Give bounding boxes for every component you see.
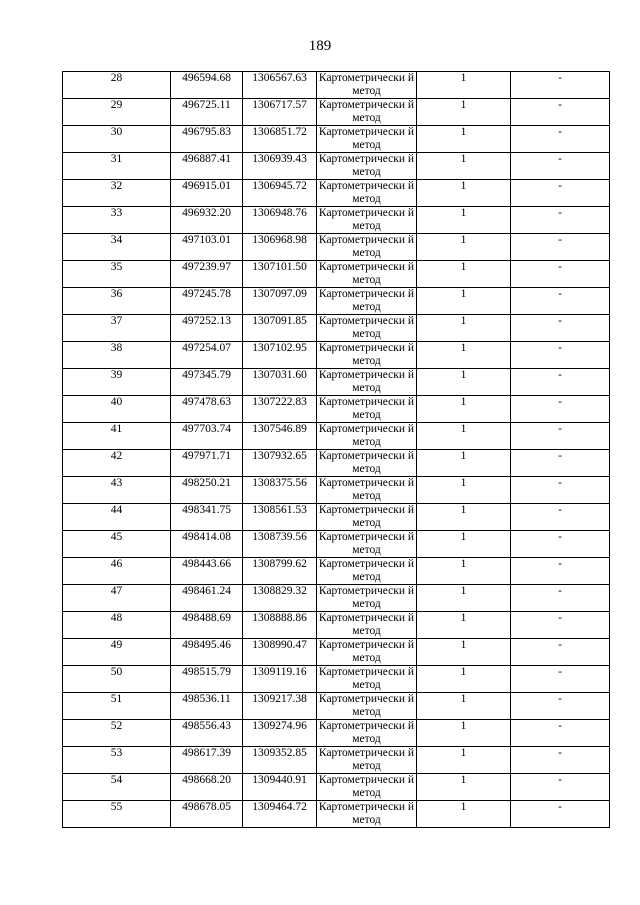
accuracy-cell: 1 bbox=[417, 801, 511, 828]
x-coordinate-cell: 497252.13 bbox=[171, 315, 243, 342]
coordinates-table-body bbox=[63, 72, 610, 828]
note-cell: - bbox=[511, 207, 610, 234]
note-cell: - bbox=[511, 261, 610, 288]
point-number-cell: 28 bbox=[63, 72, 171, 99]
point-number-cell: 47 bbox=[63, 585, 171, 612]
point-number-cell: 49 bbox=[63, 639, 171, 666]
x-coordinate-cell: 497703.74 bbox=[171, 423, 243, 450]
table-row bbox=[63, 288, 610, 315]
method-text: Картометрически й метод bbox=[318, 504, 415, 529]
accuracy-cell: 1 bbox=[417, 369, 511, 396]
table-row bbox=[63, 720, 610, 747]
accuracy-cell: 1 bbox=[417, 504, 511, 531]
y-coordinate-cell: 1307031.60 bbox=[243, 369, 317, 396]
table-row bbox=[63, 531, 610, 558]
note-cell: - bbox=[511, 801, 610, 828]
y-coordinate-cell: 1309274.96 bbox=[243, 720, 317, 747]
x-coordinate-cell: 496725.11 bbox=[171, 99, 243, 126]
point-number-cell: 50 bbox=[63, 666, 171, 693]
accuracy-cell: 1 bbox=[417, 612, 511, 639]
point-number-cell: 48 bbox=[63, 612, 171, 639]
point-number-cell: 52 bbox=[63, 720, 171, 747]
accuracy-cell: 1 bbox=[417, 720, 511, 747]
accuracy-cell: 1 bbox=[417, 153, 511, 180]
y-coordinate-cell: 1307097.09 bbox=[243, 288, 317, 315]
table-row bbox=[63, 612, 610, 639]
point-number-cell: 40 bbox=[63, 396, 171, 423]
x-coordinate-cell: 496887.41 bbox=[171, 153, 243, 180]
y-coordinate-cell: 1307546.89 bbox=[243, 423, 317, 450]
table-row bbox=[63, 477, 610, 504]
point-number-cell: 32 bbox=[63, 180, 171, 207]
table-row bbox=[63, 369, 610, 396]
note-cell: - bbox=[511, 639, 610, 666]
accuracy-cell: 1 bbox=[417, 180, 511, 207]
method-text: Картометрически й метод bbox=[318, 396, 415, 421]
y-coordinate-cell: 1308888.86 bbox=[243, 612, 317, 639]
point-number-cell: 37 bbox=[63, 315, 171, 342]
method-text: Картометрически й метод bbox=[318, 639, 415, 664]
coordinates-table bbox=[62, 71, 610, 828]
point-number-cell: 42 bbox=[63, 450, 171, 477]
table-row bbox=[63, 801, 610, 828]
table-row bbox=[63, 450, 610, 477]
x-coordinate-cell: 498617.39 bbox=[171, 747, 243, 774]
method-text: Картометрически й метод bbox=[318, 234, 415, 259]
y-coordinate-cell: 1307102.95 bbox=[243, 342, 317, 369]
x-coordinate-cell: 498536.11 bbox=[171, 693, 243, 720]
method-text: Картометрически й метод bbox=[318, 369, 415, 394]
note-cell: - bbox=[511, 612, 610, 639]
y-coordinate-cell: 1306948.76 bbox=[243, 207, 317, 234]
note-cell: - bbox=[511, 693, 610, 720]
method-text: Картометрически й метод bbox=[318, 315, 415, 340]
method-cell bbox=[317, 207, 417, 234]
method-cell bbox=[317, 180, 417, 207]
table-row bbox=[63, 423, 610, 450]
method-text: Картометрически й метод bbox=[318, 531, 415, 556]
method-text: Картометрически й метод bbox=[318, 558, 415, 583]
point-number-cell: 36 bbox=[63, 288, 171, 315]
x-coordinate-cell: 498443.66 bbox=[171, 558, 243, 585]
x-coordinate-cell: 497103.01 bbox=[171, 234, 243, 261]
method-text: Картометрически й метод bbox=[318, 288, 415, 313]
note-cell: - bbox=[511, 180, 610, 207]
table-row bbox=[63, 558, 610, 585]
method-text: Картометрически й метод bbox=[318, 801, 415, 826]
table-row bbox=[63, 261, 610, 288]
accuracy-cell: 1 bbox=[417, 207, 511, 234]
y-coordinate-cell: 1308561.53 bbox=[243, 504, 317, 531]
x-coordinate-cell: 498495.46 bbox=[171, 639, 243, 666]
note-cell: - bbox=[511, 558, 610, 585]
method-cell bbox=[317, 720, 417, 747]
table-row bbox=[63, 153, 610, 180]
table-row bbox=[63, 99, 610, 126]
method-text: Картометрически й метод bbox=[318, 342, 415, 367]
table-row bbox=[63, 774, 610, 801]
note-cell: - bbox=[511, 72, 610, 99]
accuracy-cell: 1 bbox=[417, 261, 511, 288]
point-number-cell: 41 bbox=[63, 423, 171, 450]
accuracy-cell: 1 bbox=[417, 126, 511, 153]
note-cell: - bbox=[511, 423, 610, 450]
method-text: Картометрически й метод bbox=[318, 693, 415, 718]
table-row bbox=[63, 207, 610, 234]
table-row bbox=[63, 315, 610, 342]
point-number-cell: 29 bbox=[63, 99, 171, 126]
y-coordinate-cell: 1308739.56 bbox=[243, 531, 317, 558]
note-cell: - bbox=[511, 99, 610, 126]
x-coordinate-cell: 497971.71 bbox=[171, 450, 243, 477]
table-row bbox=[63, 585, 610, 612]
accuracy-cell: 1 bbox=[417, 477, 511, 504]
table-row bbox=[63, 504, 610, 531]
method-cell bbox=[317, 315, 417, 342]
note-cell: - bbox=[511, 342, 610, 369]
table-row bbox=[63, 72, 610, 99]
y-coordinate-cell: 1308990.47 bbox=[243, 639, 317, 666]
method-cell bbox=[317, 612, 417, 639]
accuracy-cell: 1 bbox=[417, 288, 511, 315]
method-cell bbox=[317, 342, 417, 369]
point-number-cell: 34 bbox=[63, 234, 171, 261]
method-cell bbox=[317, 288, 417, 315]
method-text: Картометрически й метод bbox=[318, 153, 415, 178]
x-coordinate-cell: 496932.20 bbox=[171, 207, 243, 234]
method-text: Картометрически й метод bbox=[318, 585, 415, 610]
point-number-cell: 30 bbox=[63, 126, 171, 153]
method-cell bbox=[317, 558, 417, 585]
note-cell: - bbox=[511, 234, 610, 261]
x-coordinate-cell: 498250.21 bbox=[171, 477, 243, 504]
table-row bbox=[63, 693, 610, 720]
note-cell: - bbox=[511, 747, 610, 774]
y-coordinate-cell: 1306945.72 bbox=[243, 180, 317, 207]
note-cell: - bbox=[511, 396, 610, 423]
point-number-cell: 39 bbox=[63, 369, 171, 396]
x-coordinate-cell: 497345.79 bbox=[171, 369, 243, 396]
page-number: 189 bbox=[308, 38, 332, 54]
method-cell bbox=[317, 801, 417, 828]
accuracy-cell: 1 bbox=[417, 693, 511, 720]
method-cell bbox=[317, 693, 417, 720]
note-cell: - bbox=[511, 774, 610, 801]
note-cell: - bbox=[511, 666, 610, 693]
accuracy-cell: 1 bbox=[417, 558, 511, 585]
note-cell: - bbox=[511, 315, 610, 342]
note-cell: - bbox=[511, 477, 610, 504]
point-number-cell: 46 bbox=[63, 558, 171, 585]
y-coordinate-cell: 1306567.63 bbox=[243, 72, 317, 99]
method-text: Картометрически й метод bbox=[318, 720, 415, 745]
accuracy-cell: 1 bbox=[417, 396, 511, 423]
y-coordinate-cell: 1308799.62 bbox=[243, 558, 317, 585]
x-coordinate-cell: 496594.68 bbox=[171, 72, 243, 99]
y-coordinate-cell: 1306851.72 bbox=[243, 126, 317, 153]
point-number-cell: 44 bbox=[63, 504, 171, 531]
y-coordinate-cell: 1307101.50 bbox=[243, 261, 317, 288]
method-text: Картометрически й метод bbox=[318, 666, 415, 691]
x-coordinate-cell: 496795.83 bbox=[171, 126, 243, 153]
point-number-cell: 38 bbox=[63, 342, 171, 369]
y-coordinate-cell: 1309440.91 bbox=[243, 774, 317, 801]
method-text: Картометрически й метод bbox=[318, 99, 415, 124]
x-coordinate-cell: 498414.08 bbox=[171, 531, 243, 558]
method-cell bbox=[317, 531, 417, 558]
method-cell bbox=[317, 585, 417, 612]
method-cell bbox=[317, 369, 417, 396]
point-number-cell: 35 bbox=[63, 261, 171, 288]
table-row bbox=[63, 747, 610, 774]
accuracy-cell: 1 bbox=[417, 666, 511, 693]
method-cell bbox=[317, 396, 417, 423]
x-coordinate-cell: 498668.20 bbox=[171, 774, 243, 801]
y-coordinate-cell: 1309464.72 bbox=[243, 801, 317, 828]
method-cell bbox=[317, 666, 417, 693]
method-text: Картометрически й метод bbox=[318, 180, 415, 205]
y-coordinate-cell: 1307222.83 bbox=[243, 396, 317, 423]
note-cell: - bbox=[511, 288, 610, 315]
point-number-cell: 54 bbox=[63, 774, 171, 801]
x-coordinate-cell: 497245.78 bbox=[171, 288, 243, 315]
table-row bbox=[63, 639, 610, 666]
method-text: Картометрически й метод bbox=[318, 207, 415, 232]
accuracy-cell: 1 bbox=[417, 72, 511, 99]
y-coordinate-cell: 1309352.85 bbox=[243, 747, 317, 774]
accuracy-cell: 1 bbox=[417, 342, 511, 369]
method-text: Картометрически й метод bbox=[318, 612, 415, 637]
note-cell: - bbox=[511, 369, 610, 396]
y-coordinate-cell: 1309217.38 bbox=[243, 693, 317, 720]
note-cell: - bbox=[511, 153, 610, 180]
y-coordinate-cell: 1306968.98 bbox=[243, 234, 317, 261]
point-number-cell: 33 bbox=[63, 207, 171, 234]
method-text: Картометрически й метод bbox=[318, 261, 415, 286]
method-cell bbox=[317, 126, 417, 153]
accuracy-cell: 1 bbox=[417, 585, 511, 612]
method-cell bbox=[317, 504, 417, 531]
method-text: Картометрически й метод bbox=[318, 72, 415, 97]
y-coordinate-cell: 1306717.57 bbox=[243, 99, 317, 126]
accuracy-cell: 1 bbox=[417, 639, 511, 666]
table-row bbox=[63, 126, 610, 153]
table-row bbox=[63, 234, 610, 261]
accuracy-cell: 1 bbox=[417, 315, 511, 342]
x-coordinate-cell: 498461.24 bbox=[171, 585, 243, 612]
method-cell bbox=[317, 747, 417, 774]
y-coordinate-cell: 1308375.56 bbox=[243, 477, 317, 504]
x-coordinate-cell: 498515.79 bbox=[171, 666, 243, 693]
note-cell: - bbox=[511, 720, 610, 747]
method-cell bbox=[317, 261, 417, 288]
method-text: Картометрически й метод bbox=[318, 774, 415, 799]
method-cell bbox=[317, 450, 417, 477]
note-cell: - bbox=[511, 504, 610, 531]
method-text: Картометрически й метод bbox=[318, 747, 415, 772]
point-number-cell: 43 bbox=[63, 477, 171, 504]
y-coordinate-cell: 1307091.85 bbox=[243, 315, 317, 342]
x-coordinate-cell: 497239.97 bbox=[171, 261, 243, 288]
accuracy-cell: 1 bbox=[417, 747, 511, 774]
accuracy-cell: 1 bbox=[417, 99, 511, 126]
note-cell: - bbox=[511, 531, 610, 558]
accuracy-cell: 1 bbox=[417, 234, 511, 261]
point-number-cell: 51 bbox=[63, 693, 171, 720]
method-cell bbox=[317, 99, 417, 126]
method-cell bbox=[317, 774, 417, 801]
method-cell bbox=[317, 153, 417, 180]
method-text: Картометрически й метод bbox=[318, 450, 415, 475]
point-number-cell: 53 bbox=[63, 747, 171, 774]
method-cell bbox=[317, 639, 417, 666]
note-cell: - bbox=[511, 585, 610, 612]
x-coordinate-cell: 498556.43 bbox=[171, 720, 243, 747]
accuracy-cell: 1 bbox=[417, 531, 511, 558]
method-cell bbox=[317, 234, 417, 261]
y-coordinate-cell: 1308829.32 bbox=[243, 585, 317, 612]
point-number-cell: 55 bbox=[63, 801, 171, 828]
point-number-cell: 31 bbox=[63, 153, 171, 180]
table-row bbox=[63, 396, 610, 423]
table-row bbox=[63, 666, 610, 693]
note-cell: - bbox=[511, 450, 610, 477]
x-coordinate-cell: 497254.07 bbox=[171, 342, 243, 369]
x-coordinate-cell: 498678.05 bbox=[171, 801, 243, 828]
table-row bbox=[63, 180, 610, 207]
x-coordinate-cell: 498341.75 bbox=[171, 504, 243, 531]
x-coordinate-cell: 497478.63 bbox=[171, 396, 243, 423]
method-text: Картометрически й метод bbox=[318, 477, 415, 502]
method-text: Картометрически й метод bbox=[318, 126, 415, 151]
x-coordinate-cell: 498488.69 bbox=[171, 612, 243, 639]
method-cell bbox=[317, 423, 417, 450]
y-coordinate-cell: 1309119.16 bbox=[243, 666, 317, 693]
accuracy-cell: 1 bbox=[417, 450, 511, 477]
accuracy-cell: 1 bbox=[417, 774, 511, 801]
x-coordinate-cell: 496915.01 bbox=[171, 180, 243, 207]
note-cell: - bbox=[511, 126, 610, 153]
method-text: Картометрически й метод bbox=[318, 423, 415, 448]
method-cell bbox=[317, 72, 417, 99]
table-row bbox=[63, 342, 610, 369]
accuracy-cell: 1 bbox=[417, 423, 511, 450]
y-coordinate-cell: 1306939.43 bbox=[243, 153, 317, 180]
point-number-cell: 45 bbox=[63, 531, 171, 558]
method-cell bbox=[317, 477, 417, 504]
y-coordinate-cell: 1307932.65 bbox=[243, 450, 317, 477]
